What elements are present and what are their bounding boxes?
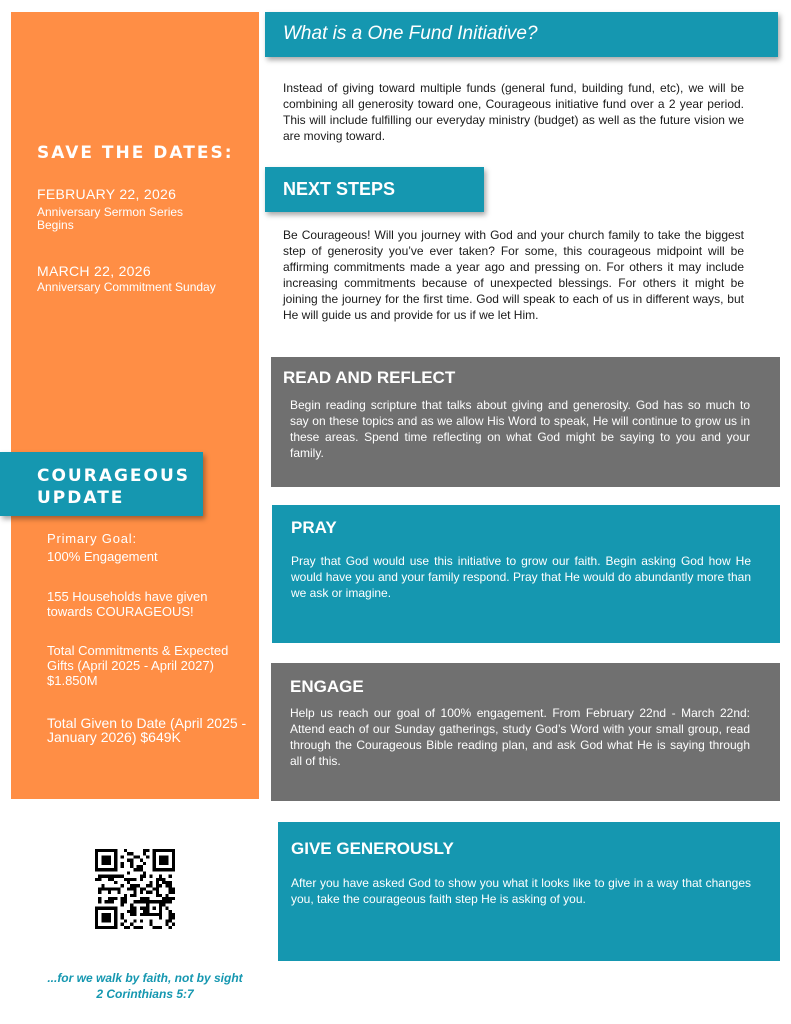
give-generously-text: After you have asked God to show you what it looks like to give in a way that changes you, take the courageous faith step He is asking of you. xyxy=(291,876,751,906)
scripture-verse xyxy=(30,970,260,1002)
give-generously-panel xyxy=(278,822,780,961)
date-mar-22-desc: Anniversary Commitment Sunday xyxy=(37,280,216,294)
primary-goal-value: 100% Engagement xyxy=(47,549,158,564)
pray-title: PRAY xyxy=(291,518,337,537)
qr-code-icon[interactable] xyxy=(95,849,175,929)
give-generously-title: GIVE GENEROUSLY xyxy=(291,839,454,858)
commitments-stat: Total Commitments & Expected Gifts (April 2025 - April 2027) $1.850M xyxy=(47,643,229,688)
engage-title: ENGAGE xyxy=(290,677,364,696)
date-feb-22: FEBRUARY 22, 2026 xyxy=(37,186,177,202)
verse-text: ...for we walk by faith, not by sight xyxy=(47,971,243,985)
date-feb-22-desc: Anniversary Sermon Series Begins xyxy=(37,205,184,232)
next-steps-header xyxy=(265,167,484,212)
read-and-reflect-title: READ AND REFLECT xyxy=(283,368,456,387)
read-and-reflect-panel xyxy=(271,357,780,487)
primary-goal-label: Primary Goal: xyxy=(47,531,137,546)
one-fund-title: What is a One Fund Initiative? xyxy=(283,23,538,44)
pray-panel xyxy=(272,505,780,643)
courageous-update-title: COURAGEOUS UPDATE xyxy=(37,466,191,508)
total-given-stat: Total Given to Date (April 2025 - January 2026) $649K xyxy=(47,715,247,745)
households-stat: 155 Households have given towards COURAGEOUS! xyxy=(47,589,208,619)
engage-text: Help us reach our goal of 100% engagement. From February 22nd - March 22nd: Attend each of our Sunday gatherings, study God’s Word with your small group, read through the Courageous Bible reading plan, and ask God what He is saying through all of this. xyxy=(290,706,750,768)
engage-panel xyxy=(271,663,780,801)
next-steps-title: NEXT STEPS xyxy=(283,179,396,199)
date-mar-22: MARCH 22, 2026 xyxy=(37,263,151,279)
next-steps-description: Be Courageous! Will you journey with God and your church family to take the biggest step of generosity you’ve ever taken? For some, this courageous midpoint will be affirming commitments made a year ago and pressing on. For others it may include increasing commitments because of unexpected blessings. For others it might be joining the journey for the first time. God will speak to each of us in different ways, but He will guide us and provide for us if we let Him. xyxy=(283,228,744,322)
one-fund-header xyxy=(265,12,778,57)
one-fund-description: Instead of giving toward multiple funds (general fund, building fund, etc), we will be combining all generosity toward one, Courageous initiative fund over a 2 year period. This will include fulfilling our everyday ministry (budget) as well as the future vision we are moving toward. xyxy=(283,81,744,143)
pray-text: Pray that God would use this initiative to grow our faith. Begin asking God how He would have you and your family respond. Pray that He would do abundantly more than we ask or imagine. xyxy=(291,554,751,600)
verse-reference: 2 Corinthians 5:7 xyxy=(96,987,194,1001)
save-the-dates-title: SAVE THE DATES: xyxy=(37,143,234,163)
read-and-reflect-text: Begin reading scripture that talks about giving and generosity. God has so much to say on these topics and as we allow His Word to speak, He will continue to grow us in these areas. Spend time reflecting on what God might be saying to you and your family. xyxy=(290,398,750,460)
